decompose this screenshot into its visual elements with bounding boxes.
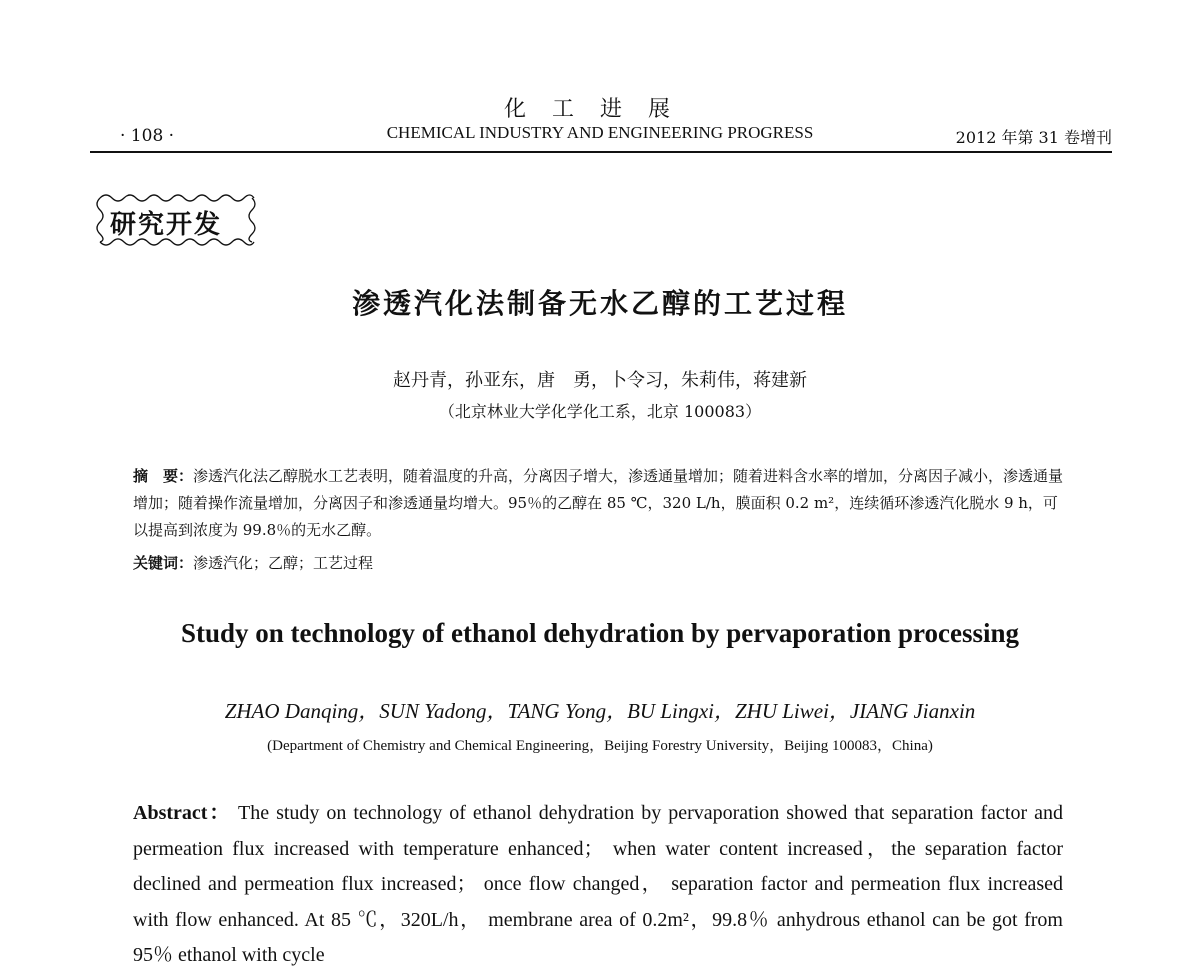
abstract-text-chinese: 渗透汽化法乙醇脱水工艺表明，随着温度的升高，分离因子增大，渗透通量增加；随着进料含水率的增加，分离因子减小，渗透通量增加；随着操作流量增加，分离因子和渗透通量均增大。95％的乙醇在 85 ℃，320 L/h，膜面积 0.2 m²，连续循环渗透汽化脱水 9 h，可以提高到浓度为 99.8％的无水乙醇。 xyxy=(133,467,1064,539)
affiliation-chinese: （北京林业大学化学化工系，北京 100083） xyxy=(438,402,762,421)
header-rule xyxy=(90,151,1112,153)
affiliation-english: (Department of Chemistry and Chemical Engineering，Beijing Forestry University，Beijing 100083，China) xyxy=(267,738,933,754)
article-title-english: Study on technology of ethanol dehydration by pervaporation processing xyxy=(180,618,1020,648)
abstract-label-english: Abstract： xyxy=(133,802,232,824)
abstract-label-chinese: 摘 要： xyxy=(133,467,194,485)
article-title-chinese: 渗透汽化法制备无水乙醇的工艺过程 xyxy=(351,287,848,320)
page-number: · 108 · xyxy=(120,126,175,146)
keywords-chinese xyxy=(133,550,1068,577)
authors-chinese: 赵丹青，孙亚东，唐 勇，卜令习，朱莉伟，蒋建新 xyxy=(393,370,807,391)
abstract-text-english: The study on technology of ethanol dehydration by pervaporation showed that separation factor and permeation flux increased with temperature enhanced； when water content increased，the separation factor declined and permeation flux increased； once flow changed， separation factor and permeation flux increased with flow enhanced. At 85 ℃，320L/h， membrane area of 0.2m²，99.8％ anhydrous ethanol can be got from 95％ ethanol with cycle xyxy=(133,802,1063,966)
keywords-text-chinese: 渗透汽化；乙醇；工艺过程 xyxy=(193,554,374,572)
abstract-chinese xyxy=(133,463,1068,544)
abstract-english xyxy=(133,796,1063,974)
section-badge: 研究开发 xyxy=(110,210,223,240)
journal-title-english: CHEMICAL INDUSTRY AND ENGINEERING PROGRESS xyxy=(386,123,814,142)
authors-english: ZHAO Danqing，SUN Yadong，TANG Yong，BU Lingxi，ZHU Liwei，JIANG Jianxin xyxy=(224,699,976,723)
journal-title-chinese: 化工进展 xyxy=(503,97,696,122)
keywords-label-chinese: 关键词： xyxy=(133,554,194,572)
volume-info: 2012 年第 31 卷增刊 xyxy=(955,128,1112,147)
